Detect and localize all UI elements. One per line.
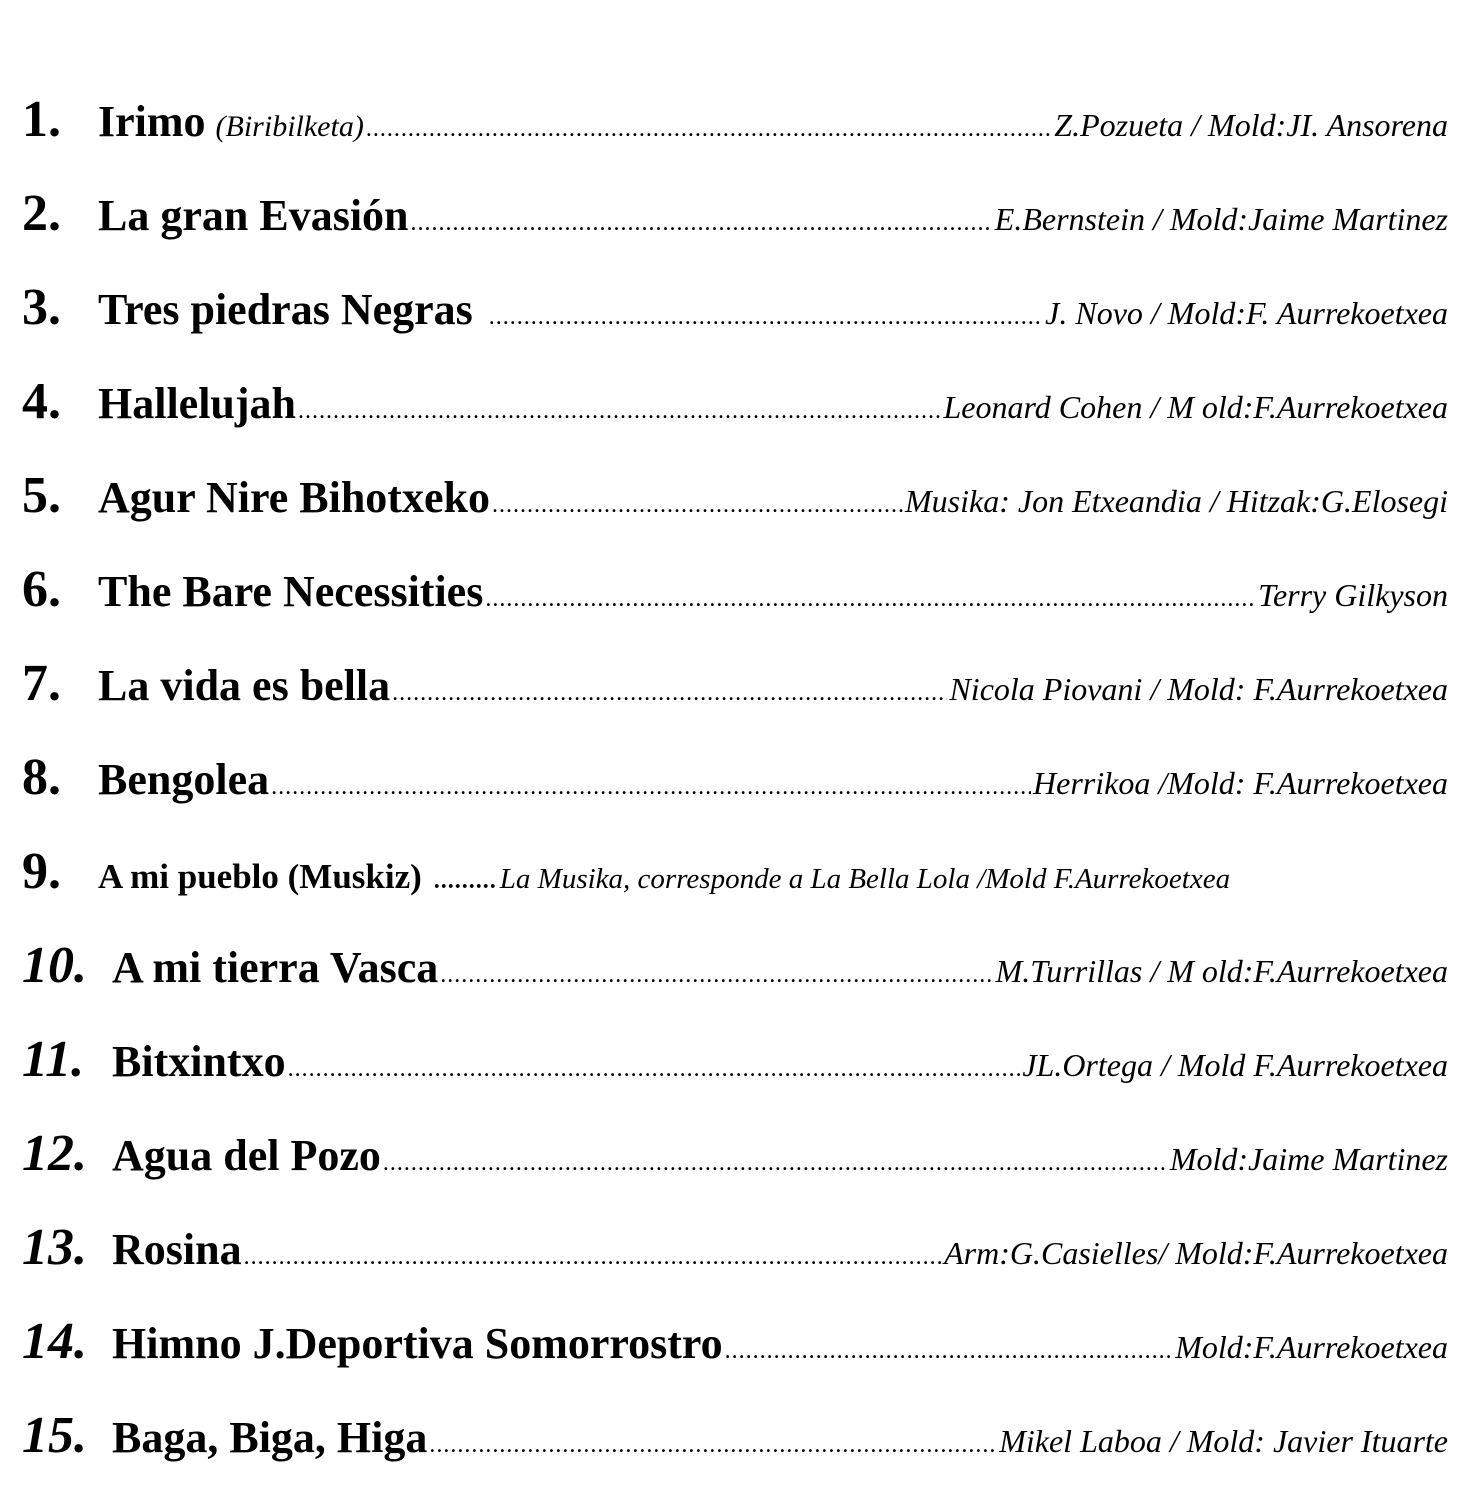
track-credit: Arm:G.Casielles/ Mold:F.Aurrekoetxea	[944, 1235, 1448, 1271]
track-credit: E.Bernstein / Mold:Jaime Martinez	[994, 201, 1448, 237]
track-title: Bitxintxo	[112, 1037, 286, 1086]
track-title: Agur Nire Bihotxeko	[98, 473, 490, 522]
track-number: 8.	[22, 752, 61, 806]
track-item-15	[22, 1410, 1448, 1504]
track-credit: Z.Pozueta / Mold:JI. Ansorena	[1054, 107, 1448, 143]
track-item-10	[22, 940, 1448, 1034]
track-item-5	[22, 470, 1448, 564]
track-title: Irimo	[98, 97, 206, 146]
track-number: 14.	[22, 1316, 87, 1370]
track-number: 10.	[22, 940, 87, 994]
dot-leader	[392, 680, 947, 707]
track-number: 15.	[22, 1410, 87, 1464]
track-item-8	[22, 752, 1448, 846]
track-item-12	[22, 1128, 1448, 1222]
track-item-4	[22, 376, 1448, 470]
dot-leader	[725, 1338, 1174, 1365]
track-item-9	[22, 846, 1448, 940]
track-number: 7.	[22, 658, 61, 712]
track-item-7	[22, 658, 1448, 752]
dot-leader	[440, 962, 993, 989]
track-item-3	[22, 282, 1448, 376]
track-item-14	[22, 1316, 1448, 1410]
track-number: 11.	[22, 1034, 85, 1088]
dot-leader	[383, 1150, 1168, 1177]
track-credit: Nicola Piovani / Mold: F.Aurrekoetxea	[949, 671, 1448, 707]
dot-leader	[485, 586, 1256, 613]
track-number: 1.	[22, 94, 61, 148]
track-number: 13.	[22, 1222, 87, 1276]
dot-leader	[288, 1056, 1021, 1083]
track-title: La vida es bella	[98, 661, 391, 710]
track-item-1	[22, 94, 1448, 188]
dot-leader	[489, 304, 1043, 331]
track-number: 6.	[22, 564, 61, 618]
track-item-11	[22, 1034, 1448, 1128]
track-credit: JL.Ortega / Mold F.Aurrekoetxea	[1022, 1047, 1448, 1083]
track-title: Hallelujah	[98, 379, 297, 428]
track-number: 4.	[22, 376, 61, 430]
track-number: 5.	[22, 470, 61, 524]
track-credit: Mikel Laboa / Mold: Javier Ituarte	[999, 1423, 1448, 1459]
dot-leader	[429, 1432, 997, 1459]
track-title: Himno J.Deportiva Somorrostro	[112, 1319, 723, 1368]
track-title: La gran Evasión	[98, 191, 409, 240]
track-credit: Herrikoa /Mold: F.Aurrekoetxea	[1033, 765, 1448, 801]
track-subtitle: (Biribilketa)	[215, 110, 364, 143]
track-title: The Bare Necessities	[98, 567, 484, 616]
track-number: 9.	[22, 846, 61, 900]
track-title: A mi pueblo (Muskiz)	[98, 857, 422, 896]
track-credit: La Musika, corresponde a La Bella Lola /Mold F.Aurrekoetxea	[499, 863, 1231, 895]
dot-leader	[298, 398, 941, 425]
dot-leader	[411, 210, 993, 237]
track-number: 2.	[22, 188, 61, 242]
dot-leader	[271, 774, 1031, 801]
dot-leader	[244, 1244, 943, 1271]
track-list	[22, 94, 1448, 1504]
track-number: 12.	[22, 1128, 87, 1182]
track-credit: Terry Gilkyson	[1258, 577, 1448, 613]
track-credit: Mold:F.Aurrekoetxea	[1175, 1329, 1448, 1365]
track-credit: Mold:Jaime Martinez	[1169, 1141, 1448, 1177]
track-title: Baga, Biga, Higa	[112, 1413, 428, 1462]
track-title: Agua del Pozo	[112, 1131, 381, 1180]
track-title: Rosina	[112, 1225, 242, 1274]
track-credit: M.Turrillas / M old:F.Aurrekoetxea	[995, 953, 1448, 989]
track-credit: J. Novo / Mold:F. Aurrekoetxea	[1045, 295, 1448, 331]
track-title: Tres piedras Negras	[98, 285, 473, 334]
track-item-6	[22, 564, 1448, 658]
track-credit: Leonard Cohen / M old:F.Aurrekoetxea	[943, 389, 1448, 425]
track-number: 3.	[22, 282, 61, 336]
track-item-13	[22, 1222, 1448, 1316]
dot-leader	[434, 868, 498, 895]
dot-leader	[366, 116, 1052, 143]
track-item-2	[22, 188, 1448, 282]
track-credit: Musika: Jon Etxeandia / Hitzak:G.Elosegi	[905, 483, 1448, 519]
track-title: Bengolea	[98, 755, 270, 804]
track-title: A mi tierra Vasca	[112, 943, 439, 992]
dot-leader	[492, 492, 903, 519]
